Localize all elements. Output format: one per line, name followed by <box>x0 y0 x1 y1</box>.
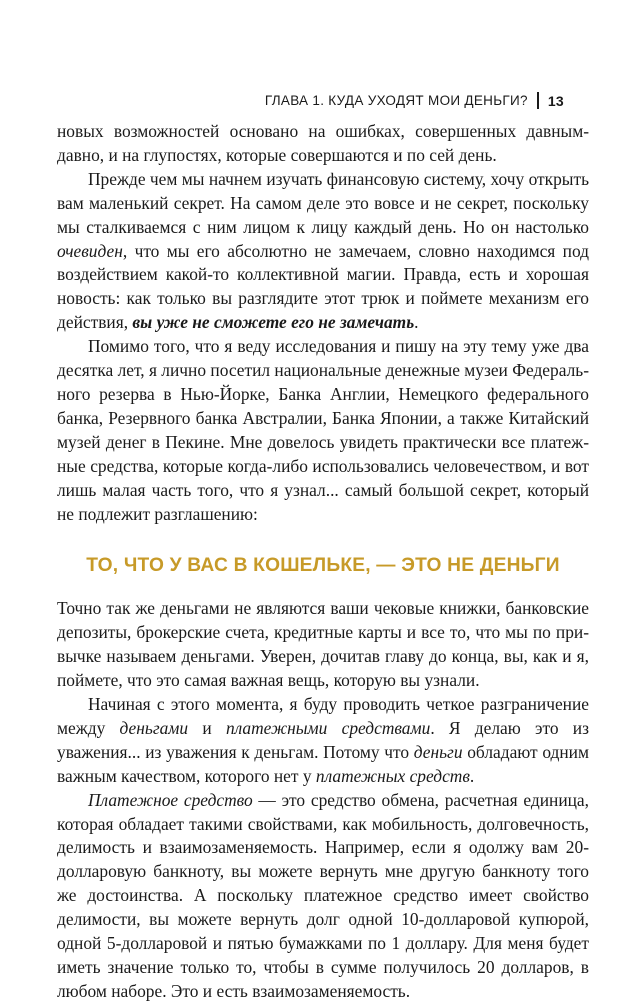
emphasis: платежных средств <box>315 765 470 786</box>
running-head <box>265 92 564 109</box>
text-run: . <box>414 312 419 333</box>
paragraph-definition <box>57 789 589 1004</box>
paragraph-museums: Помимо того, что я веду исследования и пишу на эту тему уже два десятка лет, я лично посетил национальные денежные музеи Федерального резерва в Нью-Йорке, Банка Англии, Немецкого федерального банка, Резервного банка Австралии, Банка Японии, а также Китайский музей денег в Пекине. Мне довелось увидеть практически все платежные средства, которые когда-либо использовались человечеством, и вот лишь малая часть того, что я узнал... самый большой секрет, который не подлежит разглашению: <box>57 336 589 524</box>
text-run: Прежде чем мы начнем изучать финансовую систему, хочу открыть вам маленький секрет. На самом деле это вовсе и не секрет, поскольку мы сталкиваемся с ним лицом к лицу каждый день. Но он настолько <box>57 168 589 237</box>
paragraph-not-money: Точно так же деньгами не являются ваши чековые книжки, банковские депозиты, брокерские счета, кредитные карты и все то, что мы по привычке называем деньгами. Уверен, дочитав главу до конца, вы, как и я, поймете, что это самая важная вещь, которую вы узнали. <box>57 598 589 691</box>
text-run: — это средство обмена, расчетная единица, которая обладает такими свойствами, как мобильность, долговечность, делимость и взаимозаменяемость. Например, если я одолжу вам 20-долларовую банкноту, вы можете вернуть мне другую банкноту того же достоинства. А поскольку платежное средство имеет свойство делимости, вы можете вернуть долг одной 10-долларовой купюрой, одной 5-долларовой и пятью бумажками по 1 доллару. Для меня будет иметь значение только то, чтобы в сумме получилось 20 долларов, в любом наборе. Это и есть взаимозаменяемость. <box>57 789 590 1001</box>
emphasis: деньги <box>413 741 463 762</box>
paragraph-continued: новых возможностей основано на ошибках, совершенных давным-давно, и на глупостях, которые совершаются и по сей день. <box>57 121 589 165</box>
emphasis: очевиден <box>57 240 123 261</box>
emphasis: платежными средствами <box>225 717 431 738</box>
emphasis: деньгами <box>119 717 189 738</box>
chapter-title: ГЛАВА 1. КУДА УХОДЯТ МОИ ДЕНЬГИ? <box>264 93 528 108</box>
text-run: . <box>469 765 475 786</box>
text-run: , что мы его абсолютно не замечаем, словно находимся под воздействием какой-то коллективной магии. Правда, есть и хорошая новость: как только вы разглядите этот трюк и поймете механизм его действия, <box>57 240 589 333</box>
paragraph-distinction <box>57 693 589 789</box>
strong-emphasis: вы уже не сможете его не замечать <box>132 312 415 333</box>
header-separator <box>537 92 539 109</box>
text-run: Начиная с этого момента, я буду проводить четкое разграничение между <box>57 694 589 738</box>
page-number: 13 <box>547 92 564 109</box>
text-run: обладают одним важным качеством, которого нет у <box>57 741 589 786</box>
section-heading: ТО, ЧТО У ВАС В КОШЕЛЬКЕ, — ЭТО НЕ ДЕНЬГИ <box>86 555 560 577</box>
text-run: и <box>188 717 226 738</box>
text-run: . Я делаю это из уважения... из уважения к деньгам. Потому что <box>57 717 589 762</box>
body-text <box>57 120 589 1004</box>
paragraph-secret <box>57 168 589 335</box>
emphasis: Платежное средство <box>88 789 253 810</box>
